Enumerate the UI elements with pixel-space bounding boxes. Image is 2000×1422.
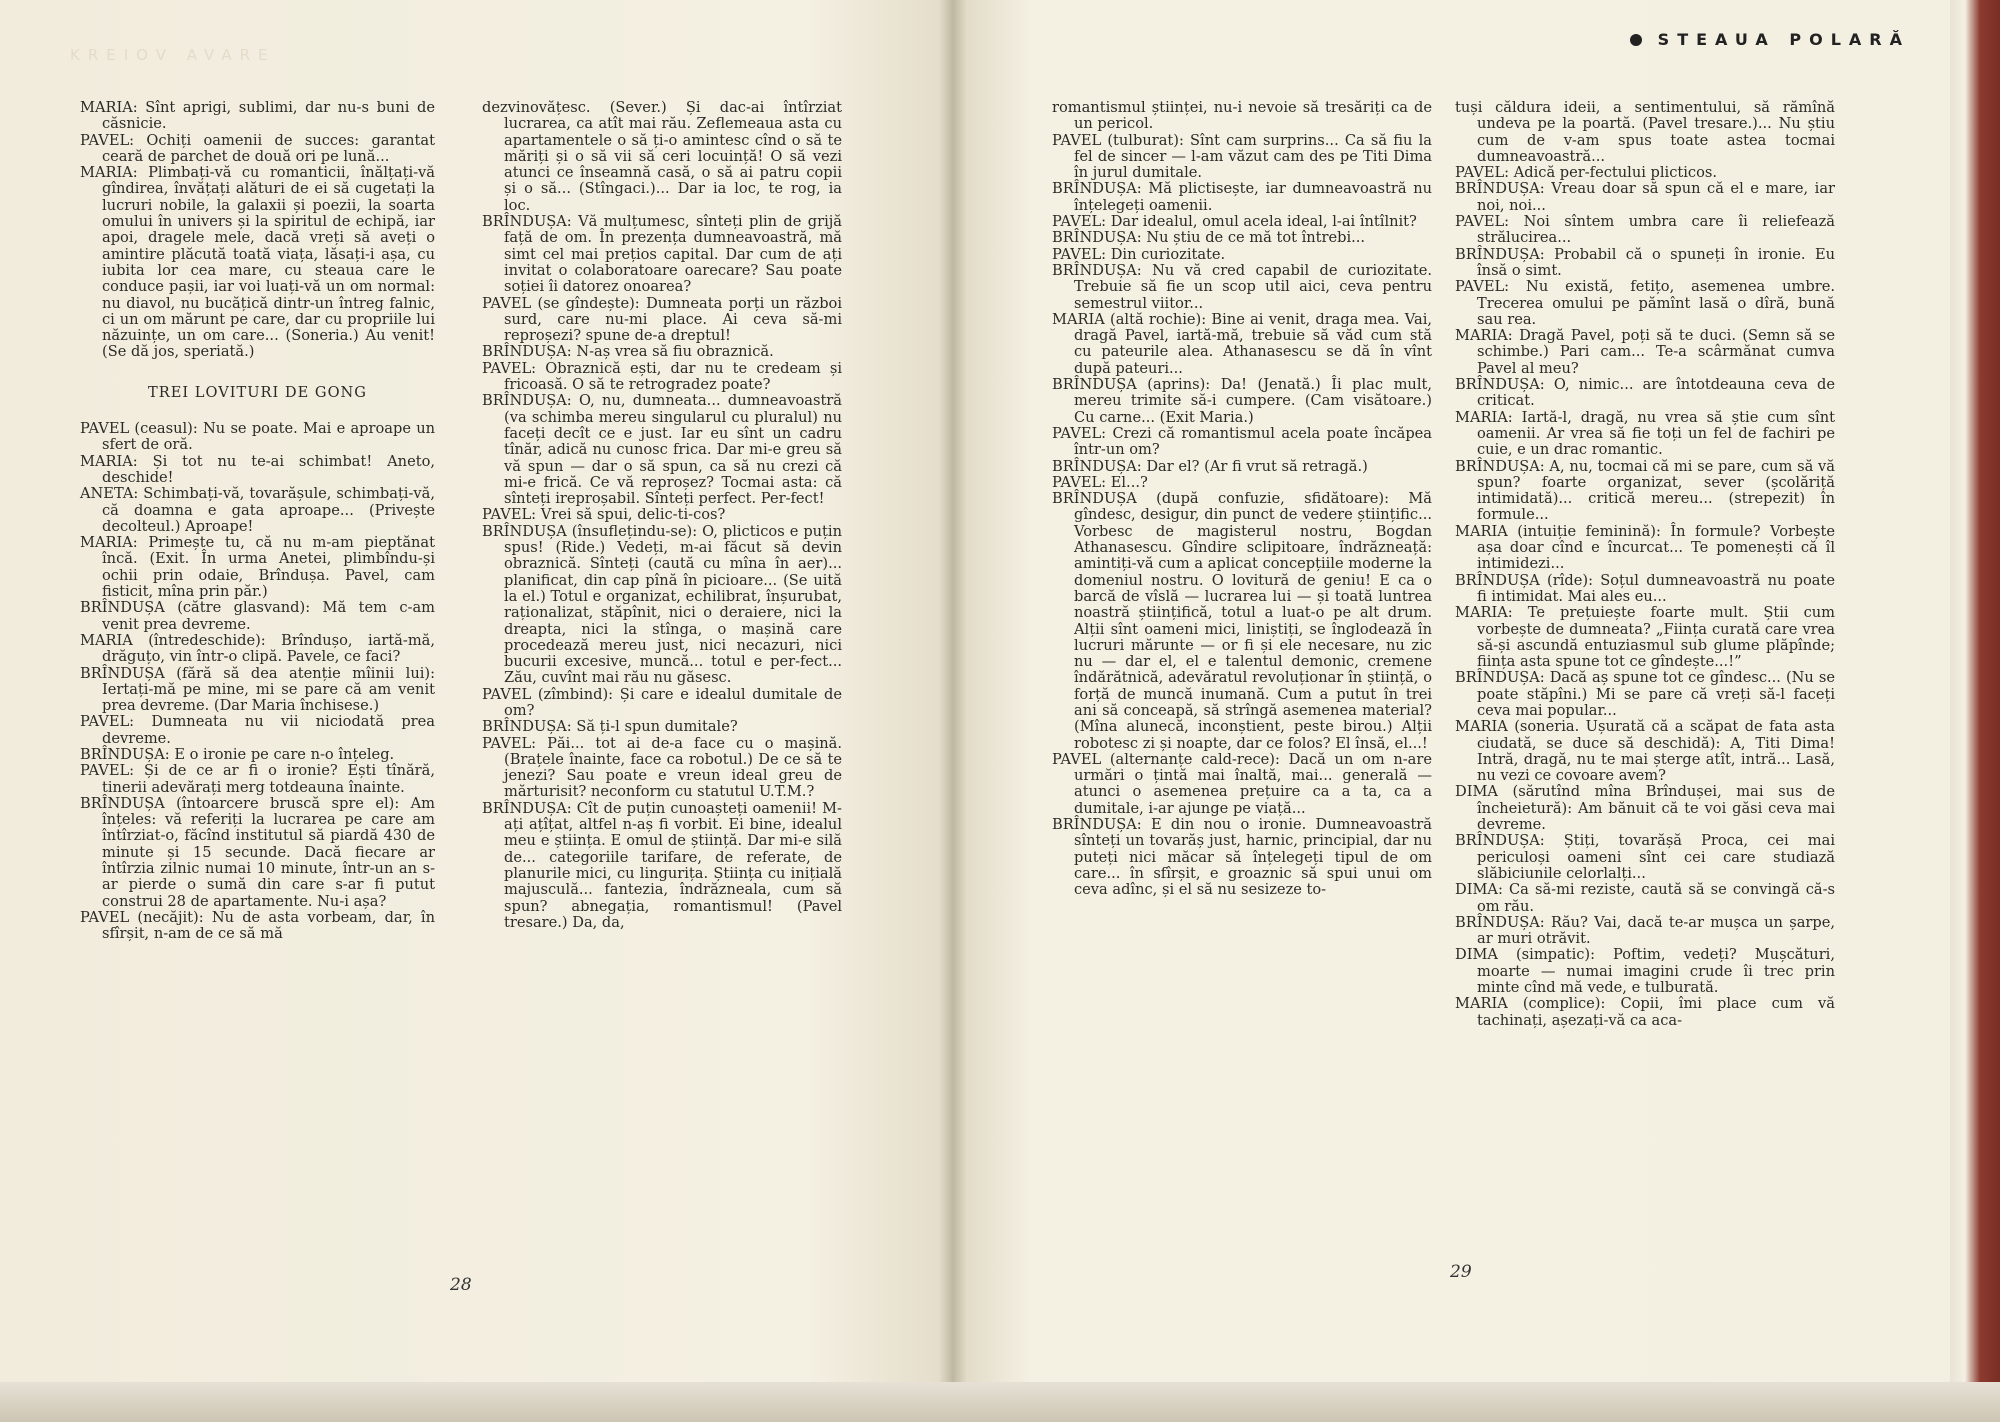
dialogue-paragraph: BRÎNDUȘA (însuflețindu-se): O, plicticos e puțin spus! (Ride.) Vedeți, m-ai făcut să devin obraznică. Sînteți (caută cu mîna în aer)... planificat, din cap pînă în picioare... (Se uită la el.) Totul e organizat, echilibrat, înșurubat, raționalizat, stăpînit, nici o deraiere, nici la dreapta, nici la stînga, o mașină care procedează mereu just, nici necazuri, nici bucurii excesive, muncă... totul e per-fect... Zău, cuvînt mai rău nu găsesc. bbox=[482, 522, 842, 687]
bullet-icon bbox=[1630, 34, 1642, 46]
dialogue-paragraph: PAVEL: El...? bbox=[1052, 473, 1148, 491]
section-heading: TREI LOVITURI DE GONG bbox=[148, 383, 367, 401]
text-column-4 bbox=[1455, 100, 1835, 1029]
dialogue-paragraph: MARIA: Sînt aprigi, sublimi, dar nu-s buni de căsnicie. bbox=[80, 99, 435, 133]
dialogue-paragraph: BRÎNDUȘA: Mă plictisește, iar dumneavoastră nu înțelegeți oamenii. bbox=[1052, 180, 1432, 214]
dialogue-paragraph: PAVEL: Și de ce ar fi o ironie? Ești tînără, tinerii adevărați merg totdeauna înainte. bbox=[80, 762, 435, 796]
text-column-1 bbox=[80, 100, 435, 943]
dialogue-paragraph: MARIA (intuiție feminină): În formule? Vorbește așa doar cînd e încurcat... Te pomenești că îl intimidezi... bbox=[1455, 522, 1835, 573]
dialogue-paragraph: BRÎNDUȘA (după confuzie, sfidătoare): Mă gîndesc, desigur, din punct de vedere științific... Vorbesc de magisterul nostru, Bogdan Athanasescu. Gîndire sclipitoare, îndrăzneață: amintiți-vă cum a aplicat concepțiile moderne la domeniul nostru. O lovitură de geniu! E ca o barcă de vîslă — lucrarea lui — și toată luntrea noastră științifică, totul a luat-o pe alt drum. Alții sînt oameni mici, liniștiți, se înglodează în lucruri mărunte — or fi și ele necesare, nu zic nu — dar el, el e talentul demonic, cremene îndărătnică, adevăratul revoluționar în știință, o forță de muncă inumană. Cum a putut în trei ani să conceapă, să strîngă asemenea material? (Mîna alunecă, inconștient, peste birou.) Alții robotesc zi și noapte, dar ce folos? El însă, el...! bbox=[1052, 490, 1432, 752]
text-column-3 bbox=[1052, 100, 1432, 899]
book-gutter bbox=[938, 0, 968, 1385]
page-number-left: 28 bbox=[450, 1275, 472, 1295]
dialogue-paragraph: PAVEL: Nu există, fetițo, asemenea umbre. Trecerea omului pe pămînt lasă o dîră, bună sau rea. bbox=[1455, 278, 1835, 328]
dialogue-paragraph: DIMA (simpatic): Poftim, vedeți? Mușcături, moarte — numai imagini crude îi trec prin minte cînd mă vede, e tulburată. bbox=[1455, 946, 1835, 997]
dialogue-paragraph: BRÎNDUȘA: A, nu, tocmai că mi se pare, cum să vă spun? foarte organizat, sever (școlăriță intimidată)... critică mereu... (strepezit) în formule... bbox=[1455, 457, 1835, 524]
dialogue-paragraph: MARIA (altă rochie): Bine ai venit, draga mea. Vai, dragă Pavel, iartă-mă, trebuie să văd cum stă cu pateurile alea. Athanasescu se dă în vînt după pateuri... bbox=[1052, 310, 1432, 377]
dialogue-paragraph: PAVEL (alternanțe cald-rece): Dacă un om n-are urmări o țintă mai înaltă, mai... generală — atunci o asemenea prețuire ca a ta, ca a dumitale, i-ar ajunge pe viață... bbox=[1052, 750, 1432, 817]
dialogue-paragraph: PAVEL: Ochiți oamenii de succes: garantat ceară de parchet de două ori pe lună... bbox=[80, 131, 435, 165]
dialogue-paragraph: BRÎNDUȘA (către glasvand): Mă tem c-am venit prea devreme. bbox=[80, 599, 435, 633]
dialogue-paragraph: BRÎNDUȘA (aprins): Da! (Jenată.) Îi plac mult, mereu trimite să-i cumpere. (Cam visătoare.) Cu carne... (Exit Maria.) bbox=[1052, 376, 1432, 426]
dialogue-paragraph: BRÎNDUȘA: Dacă aș spune tot ce gîndesc... (Nu se poate stăpîni.) Mi se pare că vreți să-l faceți ceva mai popular... bbox=[1455, 669, 1835, 719]
dialogue-paragraph: PAVEL: Dar idealul, omul acela ideal, l-ai întîlnit? bbox=[1052, 213, 1417, 231]
dialogue-paragraph: DIMA (sărutînd mîna Brîndușei, mai sus de încheietură): Am bănuit că te voi găsi ceva mai devreme. bbox=[1455, 783, 1835, 834]
dialogue-paragraph: MARIA: Iartă-l, dragă, nu vrea să știe cum sînt oamenii. Ar vrea să fie toți un fel de fachiri pe cuie, e un drac romantic. bbox=[1455, 408, 1835, 459]
dialogue-paragraph: romantismul științei, nu-i nevoie să tresăriți ca de un pericol. bbox=[1052, 99, 1432, 133]
dialogue-paragraph: PAVEL (tulburat): Sînt cam surprins... Ca să fiu la fel de sincer — l-am văzut cam des pe Titi Dima în jurul dumitale. bbox=[1052, 131, 1432, 182]
book-cover-edge bbox=[1950, 0, 2000, 1422]
dialogue-paragraph: BRÎNDUȘA: Să ți-l spun dumitale? bbox=[482, 718, 738, 736]
dialogue-paragraph: BRÎNDUȘA (fără să dea atenție mîinii lui): Iertați-mă pe mine, mi se pare că am venit prea devreme. (Dar Maria închisese.) bbox=[80, 664, 435, 715]
dialogue-paragraph: MARIA: Te prețuiește foarte mult. Știi cum vorbește de dumneata? „Ființa curată care vrea să-și ascundă entuziasmul sub glume plăpînde; ființa asta spune tot ce gîndește...!” bbox=[1455, 604, 1835, 671]
dialogue-paragraph: BRÎNDUȘA (întoarcere bruscă spre el): Am înțeles: vă referiți la lucrarea pe care am întîrziat-o, făcînd institutul să piardă 430 de minute și 15 secunde. Dacă fiecare ar întîrzia zilnic numai 10 minute, într-un an s-ar pierde o sumă din care s-ar fi putut construi 28 de apartamente. Nu-i așa? bbox=[80, 794, 435, 910]
dialogue-paragraph: BRÎNDUȘA: Nu vă cred capabil de curiozitate. Trebuie să fie un scop util aici, ceva pentru semestrul viitor... bbox=[1052, 261, 1432, 312]
dialogue-paragraph: BRÎNDUȘA: E din nou o ironie. Dumneavoastră sînteți un tovarăș just, harnic, principial, dar nu puteți nici măcar să înțelegeți tipul de om care... în sfîrșit, e groaznic să spui unui om ceva adînc, și el să nu sesizeze to- bbox=[1052, 816, 1432, 899]
dialogue-paragraph: BRÎNDUȘA: O, nimic... are întotdeauna ceva de criticat. bbox=[1455, 376, 1835, 410]
dialogue-paragraph: BRÎNDUȘA: E o ironie pe care n-o înțeleg. bbox=[80, 745, 395, 763]
dialogue-paragraph: PAVEL: Din curiozitate. bbox=[1052, 245, 1226, 263]
dialogue-paragraph: PAVEL: Crezi că romantismul acela poate încăpea într-un om? bbox=[1052, 424, 1432, 459]
dialogue-paragraph: PAVEL (zîmbind): Și care e idealul dumitale de om? bbox=[482, 685, 842, 719]
dialogue-paragraph: BRÎNDUȘA: Cît de puțin cunoașteți oamenii! M-ați ațîțat, altfel n-aș fi vorbit. Ei bine, idealul meu e știința. E omul de știință. Dar mi-e silă de... categoriile tarifare, de referate, de planurile mici, cu lingurița. Știința cu inițială majusculă... fantezia, îndrăzneala, cum să spun? abnegația, romantismul! (Pavel tresare.) Da, da, bbox=[482, 799, 842, 931]
dialogue-paragraph: MARIA: Și tot nu te-ai schimbat! Aneto, deschide! bbox=[80, 452, 435, 486]
dialogue-paragraph: BRÎNDUȘA (rîde): Soțul dumneavoastră nu poate fi intimidat. Mai ales eu... bbox=[1455, 571, 1835, 605]
dialogue-paragraph: ANETA: Schimbați-vă, tovarășule, schimbați-vă, că doamna e gata aproape... (Privește decolteul.) Aproape! bbox=[80, 485, 435, 535]
dialogue-paragraph: dezvinovățesc. (Sever.) Și dac-ai întîrziat lucrarea, ca atît mai rău. Zeflemeaua asta cu apartamentele o să ți-o amintesc cînd o să te măriți și o să vii să ceri locuință! O să vezi atunci ce înseamnă casă, o să ai patru copii și o să... (Stîngaci.)... Dar ia loc, te rog, ia loc. bbox=[482, 99, 842, 214]
page-number-right: 29 bbox=[1450, 1262, 1472, 1282]
dialogue-paragraph: PAVEL: Păi... tot ai de-a face cu o mașină. (Brațele înainte, face ca robotul.) De ce să te jenezi? Sau poate e vreun ideal greu de mărturisit? neconform cu statutul U.T.M.? bbox=[482, 734, 842, 801]
dialogue-paragraph: BRÎNDUȘA: Probabil că o spuneți în ironie. Eu însă o simt. bbox=[1455, 245, 1835, 279]
dialogue-paragraph: BRÎNDUȘA: O, nu, dumneata... dumneavoastră (va schimba mereu singularul cu pluralul) nu faceți decît ce e just. Iar eu sînt un cadru tînăr, adică nu cunosc frica. Dar mi-e greu să vă spun — dar o să spun, ca să nu crezi că mi-e frică. Ce vă reproșez? Tocmai asta: că sînteți ireproșabil. Sînteți perfect. Per-fect! bbox=[482, 392, 842, 508]
dialogue-paragraph: BRÎNDUȘA: N-aș vrea să fiu obraznică. bbox=[482, 343, 774, 361]
running-head-title: STEAUA POLARĂ bbox=[1657, 30, 1910, 49]
dialogue-paragraph: BRÎNDUȘA: Vă mulțumesc, sînteți plin de grijă față de om. În prezența dumneavoastră, mă simt cel mai prețios capital. Dar cum de ați invitat o colaboratoare oarecare? Sau poate soției îi datorez onoarea? bbox=[482, 213, 842, 296]
dialogue-paragraph: MARIA: Plimbați-vă cu romanticii, înălțați-vă gîndirea, învățați alături de ei să cugetați la lucruri nobile, la galaxii și poezii, la soarta omului în univers și la spiritul de echipă, iar apoi, dragele mele, dacă vreți să aveți o amintire plăcută toată viața, lăsați-i așa, cu iubita lor cea mare, cu steaua care le conduce pașii, iar voi luați-vă un om normal: nu diavol, nu bucățică dintr-un întreg falnic, ci un om mărunt pe care, dar cu propriile lui năzuințe, un om care... (Soneria.) Au venit! (Se dă jos, speriată.) bbox=[80, 164, 435, 361]
running-head bbox=[1630, 30, 1910, 49]
book-bottom-edge bbox=[0, 1382, 2000, 1422]
dialogue-paragraph: PAVEL: Noi sîntem umbra care îi reliefează strălucirea... bbox=[1455, 213, 1835, 247]
dialogue-paragraph: PAVEL: Obraznică ești, dar nu te credeam și fricoasă. O să te retrogradez poate? bbox=[482, 359, 842, 394]
ghost-running-head: KREIOV AVARE bbox=[70, 46, 276, 64]
dialogue-paragraph: MARIA: Dragă Pavel, poți să te duci. (Semn să se schimbe.) Pari cam... Te-a scârmănat cumva Pavel al meu? bbox=[1455, 327, 1835, 377]
dialogue-paragraph: MARIA: Primește tu, că nu m-am pieptănat încă. (Exit. În urma Anetei, plimbîndu-și ochii prin odaie, Brîndușa. Pavel, cam fisticit, mîna prin păr.) bbox=[80, 534, 435, 601]
dialogue-paragraph: PAVEL (necăjit): Nu de asta vorbeam, dar, în sfîrșit, n-am de ce să mă bbox=[80, 908, 435, 943]
dialogue-paragraph: PAVEL (se gîndește): Dumneata porți un război surd, care nu-mi place. Ai ceva să-mi reproșezi? spune de-a dreptul! bbox=[482, 294, 842, 345]
dialogue-paragraph: BRÎNDUȘA: Știți, tovarășă Proca, cei mai periculoși oameni sînt cei care studiază slăbiciunile celorlalți... bbox=[1455, 832, 1835, 882]
dialogue-paragraph: MARIA (complice): Copii, îmi place cum vă tachinați, așezați-vă ca aca- bbox=[1455, 995, 1835, 1029]
dialogue-paragraph: PAVEL (ceasul): Nu se poate. Mai e aproape un sfert de oră. bbox=[80, 420, 435, 454]
text-column-2 bbox=[482, 100, 842, 931]
dialogue-paragraph: DIMA: Ca să-mi reziste, caută să se convingă că-s om rău. bbox=[1455, 881, 1835, 915]
dialogue-paragraph: BRÎNDUȘA: Rău? Vai, dacă te-ar mușca un șarpe, ar muri otrăvit. bbox=[1455, 913, 1835, 948]
dialogue-paragraph: PAVEL: Adică per-fectului plicticos. bbox=[1455, 164, 1717, 182]
dialogue-paragraph: PAVEL: Dumneata nu vii niciodată prea devreme. bbox=[80, 713, 435, 747]
dialogue-paragraph: BRÎNDUȘA: Nu știu de ce mă tot întrebi... bbox=[1052, 229, 1366, 247]
dialogue-paragraph: BRÎNDUȘA: Vreau doar să spun că el e mare, iar noi, noi... bbox=[1455, 180, 1835, 214]
dialogue-paragraph: PAVEL: Vrei să spui, delic-ti-cos? bbox=[482, 506, 726, 524]
dialogue-paragraph: MARIA (întredeschide): Brîndușo, iartă-mă, drăguțo, vin într-o clipă. Pavele, ce faci? bbox=[80, 631, 435, 666]
dialogue-paragraph: BRÎNDUȘA: Dar el? (Ar fi vrut să retragă.) bbox=[1052, 457, 1368, 475]
dialogue-paragraph: MARIA (soneria. Ușurată că a scăpat de fata asta ciudată, se duce să deschidă): A, Titi Dima! Intră, dragă, nu te mai șterge atît, intră... Lasă, nu vezi ce covoare avem? bbox=[1455, 718, 1835, 785]
dialogue-paragraph: tuși căldura ideii, a sentimentului, să rămînă undeva pe la poartă. (Pavel tresare.)... Nu știu cum de v-am spus toate astea tocmai dumneavoastră... bbox=[1455, 99, 1835, 165]
